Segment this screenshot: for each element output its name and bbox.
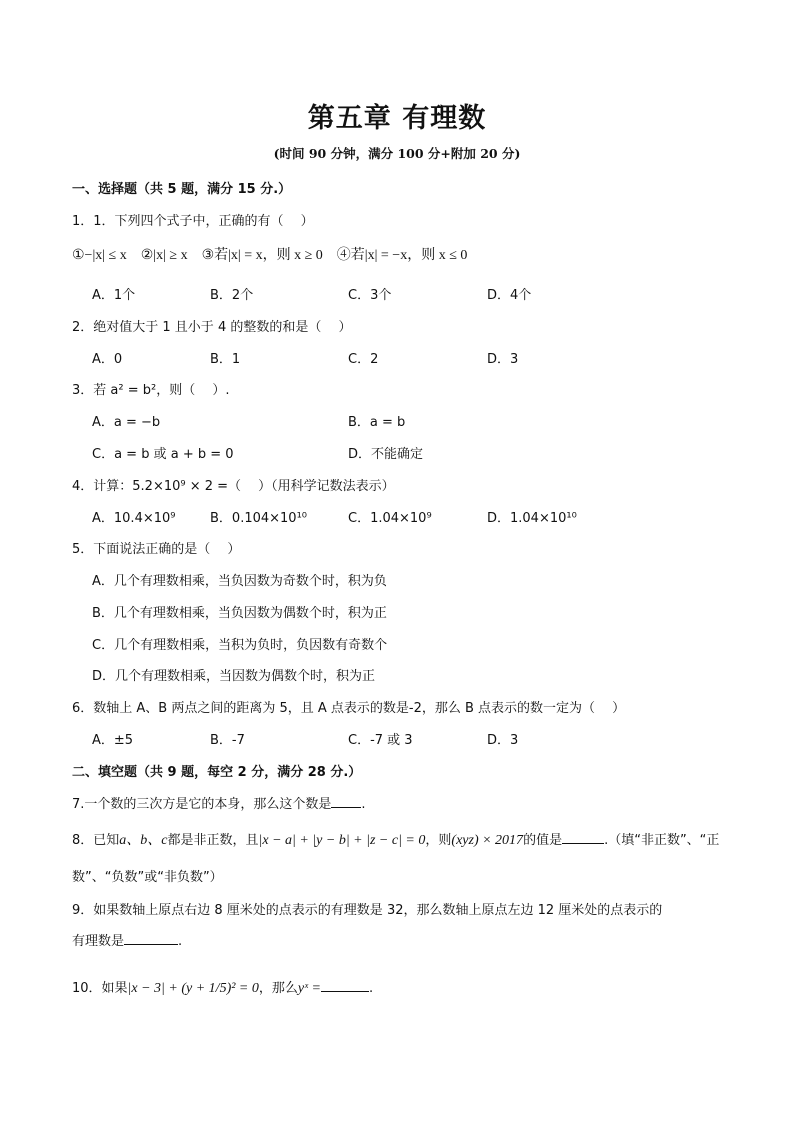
- q1-option-c: C．3个: [348, 288, 392, 303]
- question-8-text-b: 都是非正数，且: [167, 833, 259, 848]
- question-1-items: ①−|x| ≤ x ②|x| ≥ x ③若|x| = x，则 x ≥ 0 ④若|x| = −x，则 x ≤ 0: [72, 248, 468, 263]
- question-8-equation: |x − a| + |y − b| + |z − c| = 0: [258, 833, 426, 848]
- q3-option-d: D．不能确定: [348, 447, 424, 462]
- q1-option-a: A．1个: [92, 288, 136, 303]
- question-8-vars: a、b、c: [119, 833, 168, 848]
- question-10-expression: yˣ =: [297, 981, 322, 996]
- section-heading-fill: 二、填空题（共 9 题，每空 2 分，满分 28 分.）: [72, 765, 362, 780]
- q3-option-b: B．a = b: [348, 415, 406, 430]
- q2-option-c: C．2: [348, 352, 379, 367]
- q4-option-a: A．10.4×10⁹: [92, 511, 176, 526]
- question-8-text-d: 的值是: [523, 833, 563, 848]
- question-9-line-2: [72, 930, 182, 949]
- q6-option-a: A．±5: [92, 733, 134, 748]
- question-9-line-1: 9．如果数轴上原点右边 8 厘米处的点表示的有理数是 32，那么数轴上原点左边 12 厘米处的点表示的: [72, 903, 663, 918]
- question-10-text-a: 10．如果: [72, 981, 128, 996]
- answer-blank: [562, 831, 604, 844]
- page-subtitle: (时间 90 分钟，满分 100 分+附加 20 分): [273, 146, 521, 161]
- q3-option-a: A．a = −b: [92, 415, 161, 430]
- question-10-equation: |x − 3| + (y + 1/5)² = 0: [127, 981, 259, 996]
- q1-option-d: D．4个: [487, 288, 532, 303]
- q5-option-c: C．几个有理数相乘，当积为负时，负因数有奇数个: [92, 638, 388, 653]
- q4-option-c: C．1.04×10⁹: [348, 511, 432, 526]
- q4-option-b: B．0.104×10¹⁰: [210, 511, 307, 526]
- question-2-stem: 2．绝对值大于 1 且小于 4 的整数的和是（ ）: [72, 320, 352, 335]
- question-9-text-a: 有理数是: [72, 934, 125, 949]
- q1-option-b: B．2个: [210, 288, 254, 303]
- question-1-stem: 1．1．下列四个式子中，正确的有（ ）: [72, 214, 314, 229]
- q6-option-d: D．3: [487, 733, 519, 748]
- q2-option-a: A．0: [92, 352, 123, 367]
- q5-option-d: D．几个有理数相乘，当因数为偶数个时，积为正: [92, 669, 376, 684]
- q2-option-d: D．3: [487, 352, 519, 367]
- question-8-line-2: 数”、“负数”或“非负数”）: [72, 870, 223, 885]
- question-5-stem: 5．下面说法正确的是（ ）: [72, 542, 241, 557]
- section-heading-choice: 一、选择题（共 5 题，满分 15 分.）: [72, 182, 292, 197]
- question-9-period: .: [178, 934, 183, 949]
- answer-blank: [321, 979, 369, 992]
- question-4-stem: 4．计算：5.2×10⁹ × 2 =（ ）（用科学记数法表示）: [72, 479, 395, 494]
- question-7: [72, 793, 366, 812]
- q5-option-a: A．几个有理数相乘，当负因数为奇数个时，积为负: [92, 574, 387, 589]
- q4-option-d: D．1.04×10¹⁰: [487, 511, 577, 526]
- q6-option-c: C．-7 或 3: [348, 733, 413, 748]
- question-10-text-b: ，那么: [258, 981, 298, 996]
- question-8-text-e: .（填“非正数”、“正: [604, 833, 720, 848]
- question-8-text-c: ，则: [425, 833, 452, 848]
- question-7-text: 7.一个数的三次方是它的本身，那么这个数是: [72, 797, 332, 812]
- question-8-expression: (xyz) × 2017: [451, 833, 524, 848]
- q2-option-b: B．1: [210, 352, 241, 367]
- question-6-stem: 6．数轴上 A、B 两点之间的距离为 5，且 A 点表示的数是-2，那么 B 点表示的数一定为（ ）: [72, 701, 626, 716]
- question-8-text-a: 8．已知: [72, 833, 120, 848]
- page-title: 第五章 有理数: [307, 103, 487, 134]
- q6-option-b: B．-7: [210, 733, 245, 748]
- q5-option-b: B．几个有理数相乘，当负因数为偶数个时，积为正: [92, 606, 387, 621]
- question-7-period: .: [361, 797, 366, 812]
- answer-blank: [331, 795, 361, 808]
- answer-blank: [124, 932, 178, 945]
- question-10-period: .: [369, 981, 374, 996]
- question-3-stem: 3．若 a² = b²，则（ ）.: [72, 383, 230, 398]
- question-10: [72, 977, 373, 997]
- q3-option-c: C．a = b 或 a + b = 0: [92, 447, 234, 462]
- question-8-line-1: [72, 829, 719, 849]
